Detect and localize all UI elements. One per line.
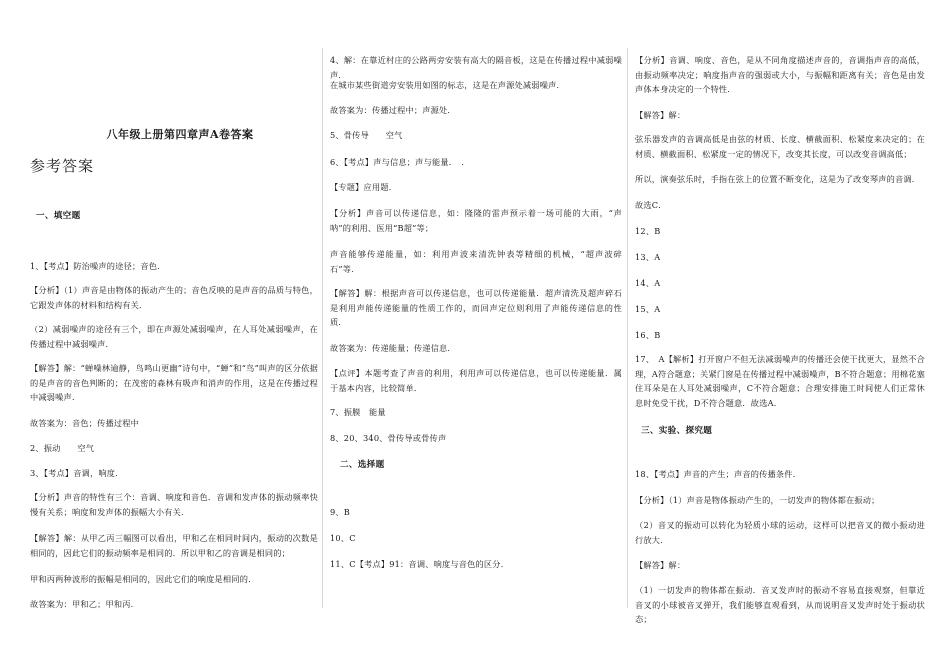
- answer-18-analysis: 【分析】（1）声音是物体振动产生的，一切发声的物体都在振动；: [635, 495, 880, 505]
- answer-6-comment: 【点评】本题考查了声音的利用，利用声可以传递信息，也可以传递能量．属于基本内容，比较简单．: [330, 368, 622, 393]
- answer-3-solution: 【解答】解：从甲乙丙三幅图可以看出，甲和乙在相同时间内，振动的次数是相同的，因此它们的振动频率是相同的．所以甲和乙的音调是相同的；: [30, 533, 318, 558]
- answer-6-analysis: 【分析】声音可以传递信息，如：隆隆的雷声预示着一场可能的大雨，“声呐”的利用、医用“B超”等；: [330, 208, 622, 233]
- answer-12: 12、B: [635, 226, 661, 236]
- answer-6-topic: 6、【考点】声与信息；声与能量． ．: [330, 157, 470, 167]
- document-title: 八年级上册第四章声A卷答案: [106, 128, 254, 141]
- answer-4: 4、解：在靠近村庄的公路两旁安装有高大的隔音板，这是在传播过程中减弱噪声．: [330, 55, 622, 80]
- column-divider-right: [627, 48, 628, 608]
- answer-11: 11、C【考点】91：音调、响度与音色的区分．: [330, 559, 510, 569]
- answer-11-analysis: 【分析】音调、响度、音色，是从不同角度描述声音的，音调指声音的高低，由振动频率决定；响度指声音的强弱或大小，与振幅和距离有关；音色是由发声体本身决定的一个特性．: [635, 55, 925, 94]
- answer-18-analysis-2: （2）音叉的振动可以转化为轻质小球的运动，这样可以把音叉的微小振动进行放大．: [635, 520, 925, 545]
- answer-1-topic: 1、【考点】防治噪声的途径；音色．: [30, 261, 166, 271]
- heading-experiment: 三、实验、探究题: [641, 426, 713, 436]
- answer-1-analysis: 【分析】（1）声音是由物体的振动产生的；音色反映的是声音的品质与特色，它跟发声体的材料和结构有关．: [30, 285, 318, 310]
- column-3: [635, 0, 925, 672]
- answer-7: 7、振膜 能量: [330, 407, 386, 417]
- heading-fill-in: 一、填空题: [36, 211, 81, 221]
- section-title: 参考答案: [30, 157, 95, 175]
- answer-11-result: 故选C．: [635, 200, 667, 210]
- answer-4-result: 故答案为：传播过程中；声源处．: [330, 105, 456, 115]
- answer-13: 13、A: [635, 252, 661, 262]
- answer-3-analysis: 【分析】声音的特性有三个：音调、响度和音色．音调和发声体的振动频率快慢有关系；响度和发声体的振幅大小有关．: [30, 492, 318, 517]
- answer-11-solution: 弦乐器发声的音调高低是由弦的材质、长度、横截面积、松紧度来决定的；在材质、横截面积、松紧度一定的情况下，改变其长度，可以改变音调高低；: [635, 134, 925, 159]
- answer-2: 2、振动 空气: [30, 443, 95, 453]
- answer-3-result: 故答案为：甲和乙；甲和丙．: [30, 599, 140, 609]
- answer-4-2: 在城市某些街道旁安装用如图的标志，这是在声源处减弱噪声．: [330, 80, 565, 90]
- answer-15: 15、A: [635, 304, 661, 314]
- answer-18-topic: 18、【考点】声音的产生；声音的传播条件．: [635, 469, 802, 479]
- answer-6-analysis-2: 声音能够传递能量，如：利用声波来清洗钟表等精细的机械，“超声波碎石”等．: [330, 249, 622, 274]
- answer-8: 8、20、340、骨传导或骨传声: [330, 433, 447, 443]
- answer-6-result: 故答案为：传递能量；传递信息．: [330, 343, 456, 353]
- column-2: [330, 0, 622, 672]
- heading-choice: 二、选择题: [340, 460, 385, 470]
- answer-5: 5、骨传导 空气: [330, 130, 403, 140]
- answer-1-analysis-2: （2）减弱噪声的途径有三个，即在声源处减弱噪声，在人耳处减弱噪声，在传播过程中减弱噪声．: [30, 324, 318, 349]
- answer-10: 10、C: [330, 533, 356, 543]
- answer-6-solution: 【解答】解：根据声音可以传递信息，也可以传递能量．超声清洗及超声碎石是利用声能传递能量的性质工作的，而回声定位则利用了声能传递信息的性质．: [330, 288, 622, 327]
- answer-9: 9、B: [330, 507, 351, 517]
- column-divider-left: [322, 48, 323, 608]
- answer-1-solution: 【解答】解：“蝉噪林逾静，鸟鸣山更幽”诗句中，“蝉”和“鸟”叫声的区分依据的是声音的音色判断的；在茂密的森林有吸声和消声的作用，这是在传播过程中减弱噪声．: [30, 363, 318, 402]
- answer-14: 14、A: [635, 278, 661, 288]
- answer-18-solution-label: 【解答】解：: [635, 560, 686, 570]
- column-1: [30, 0, 318, 672]
- answer-6-category: 【专题】应用题．: [330, 182, 398, 192]
- answer-16: 16、B: [635, 330, 661, 340]
- answer-1-result: 故答案为：音色；传播过程中: [30, 418, 140, 428]
- answer-11-solution-2: 所以，演奏弦乐时，手指在弦上的位置不断变化，这是为了改变琴声的音调．: [635, 174, 921, 184]
- answer-3-solution-2: 甲和丙两种波形的振幅是相同的，因此它们的响度是相同的．: [30, 574, 257, 584]
- answer-17: 17、 A【解析】打开窗户不但无法减弱噪声的传播还会使干扰更大，显然不合理，A符合题意；关紧门窗是在传播过程中减弱噪声，B不符合题意；用棉花塞住耳朵是在人耳处减弱噪声，C不符合题意；合理安排施工时间使人们正常休息时免受干扰，D不符合题意．故选A．: [635, 354, 925, 408]
- answer-18-solution: （1）一切发声的物体都在振动．音叉发声时的振动不容易直接观察，但靠近音叉的小球被音叉弹开，我们能够直观看到，从而说明音叉发声时处于振动状态；: [635, 585, 925, 624]
- answer-3-topic: 3、【考点】音调，响度．: [30, 468, 124, 478]
- answer-11-solution-label: 【解答】解：: [635, 110, 686, 120]
